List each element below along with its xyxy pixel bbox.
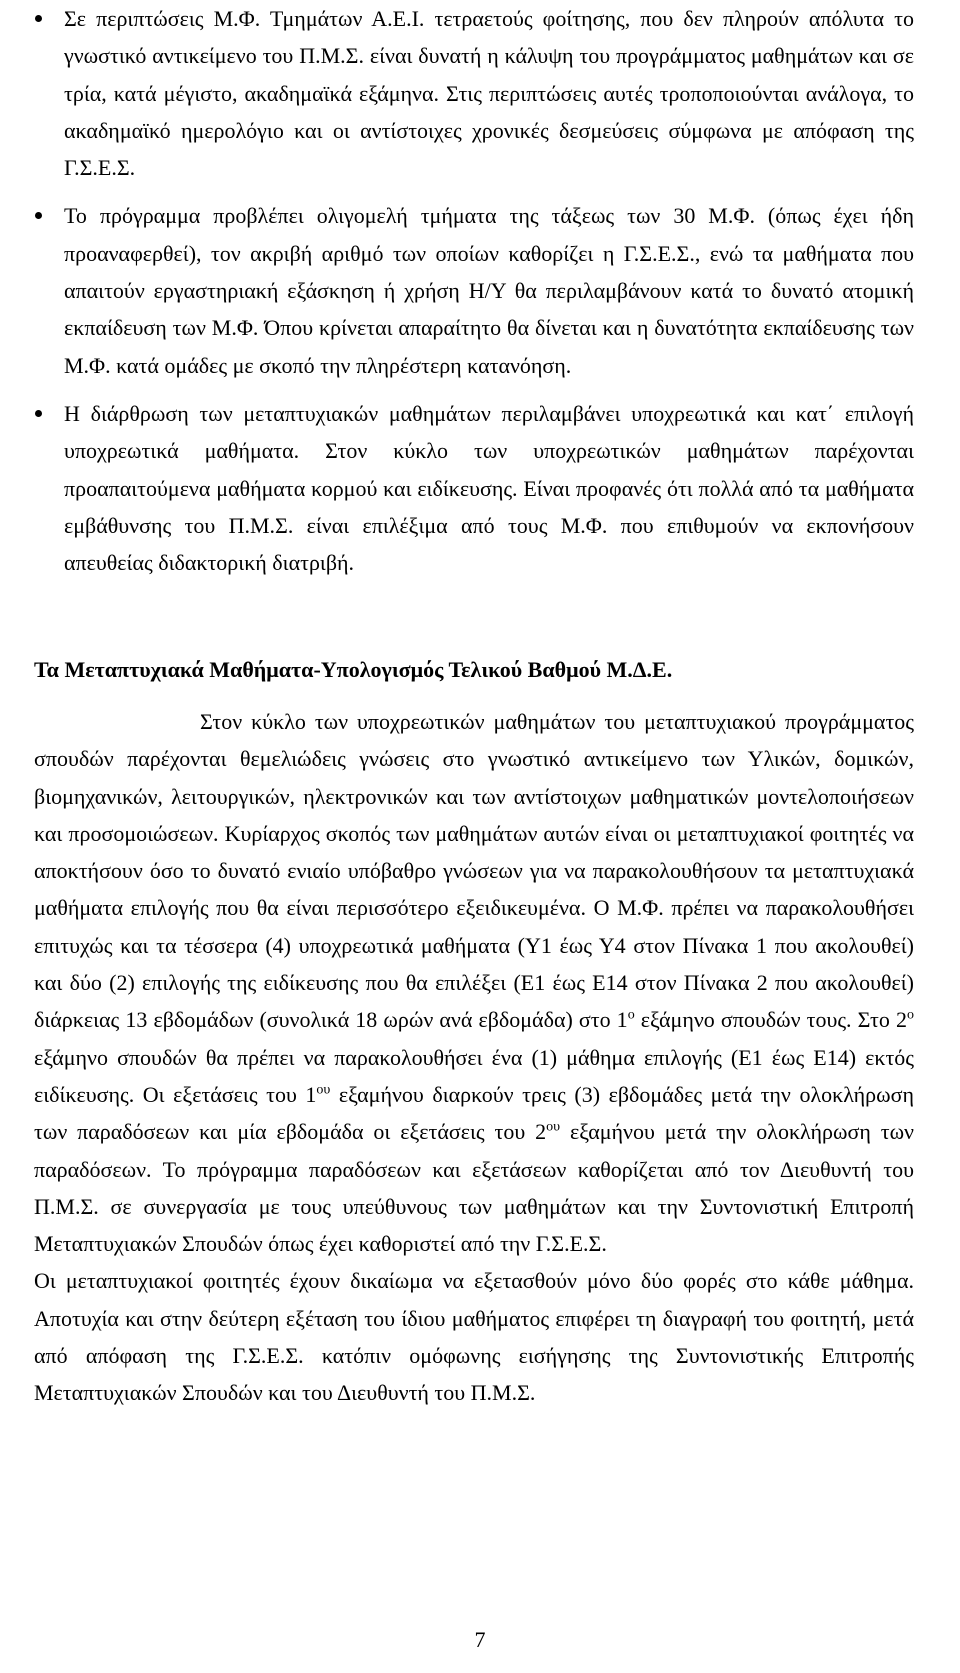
superscript: ο	[907, 1008, 914, 1024]
bullet-icon	[35, 410, 42, 417]
bullet-item	[34, 395, 914, 581]
superscript: ο	[627, 1008, 635, 1024]
bullet-list	[34, 0, 914, 581]
bullet-text: Το πρόγραμμα προβλέπει ολιγομελή τμήματα της τάξεως των 30 Μ.Φ. (όπως έχει ήδη προαναφερθεί), τον ακριβή αριθμό των οποίων καθορίζει η Γ.Σ.Ε.Σ., ενώ τα μαθήματα που απαιτούν εργαστηριακή εξάσκηση ή χρήση Η/Υ θα περιλαμβάνουν κατά το δυνατό ατομική εκπαίδευση των Μ.Φ. Όπου κρίνεται απαραίτητο θα δίνεται και η δυνατότητα εκπαίδευσης των Μ.Φ. κατά ομάδες με σκοπό την πληρέστερη κατανόηση.	[64, 203, 914, 378]
bullet-item	[34, 197, 914, 383]
section-heading: Τα Μεταπτυχιακά Μαθήματα-Υπολογισμός Τελικού Βαθμού Μ.Δ.Ε.	[34, 657, 673, 682]
bullet-icon	[35, 212, 42, 219]
document-page	[34, 0, 914, 1406]
page-number: 7	[474, 1627, 486, 1652]
bullet-icon	[35, 15, 42, 22]
bullet-item	[34, 0, 914, 186]
superscript: ου	[546, 1119, 561, 1135]
paragraph-exams: Οι μεταπτυχιακοί φοιτητές έχουν δικαίωμα να εξετασθούν μόνο δύο φορές στο κάθε μάθημα. Αποτυχία και στην δεύτερη εξέταση του ίδιου μαθήματος επιφέρει τη διαγραφή του φοιτητή, μετά από απόφαση της Γ.Σ.Ε.Σ. κατόπιν ομόφωνης εισήγησης της Συντονιστικής Επιτροπής Μεταπτυχιακών Σπουδών και του Διευθυντή του Π.Μ.Σ.	[34, 1268, 914, 1406]
paragraph-courses: Στον κύκλο των υποχρεωτικών μαθημάτων του μεταπτυχιακού προγράμματος σπουδών παρέχονται θεμελιώδεις γνώσεις στο γνωστικό αντικείμενο των Υλικών, δομικών, βιομηχανικών, λειτουργικών, ηλεκτρονικών και των αντίστοιχων μαθηματικών μοντελοποιήσεων και προσομοιώσεων. Κυρίαρχος σκοπός των μαθημάτων αυτών είναι οι μεταπτυχιακοί φοιτητές να αποκτήσουν όσο το δυνατό ενιαίο υπόβαθρο γνώσεων για να παρακολουθήσουν τα μεταπτυχιακά μαθήματα επιλογής που θα είναι περισσότερο εξειδικευμένα. Ο Μ.Φ. πρέπει να παρακολουθήσει επιτυχώς και τα τέσσερα (4) υποχρεωτικά μαθήματα (Υ1 έως Υ4 στον Πίνακα 1 που ακολουθεί) και δύο (2) επιλογής της ειδίκευσης που θα επιλέξει (Ε1 έως Ε14 στον Πίνακα 2 που ακολουθεί) διάρκειας 13 εβδομάδων (συνολικά 18 ωρών ανά εβδομάδα) στο $1^o$ εξάμηνο σπουδών τους. Στο $2^o$ εξάμηνο σπουδών θα πρέπει να παρακολουθήσει ένα (1) μάθημα επιλογής (Ε1 έως Ε14) εκτός ειδίκευσης. Οι εξετάσεις του $1^{o\upsilon}$ εξαμήνου διαρκούν τρεις (3) εβδομάδες μετά την ολοκλήρωση των παραδόσεων και μία εβδομάδα οι εξετάσεις του $2^{o\upsilon}$ εξαμήνου μετά την ολοκλήρωση των παραδόσεων. Το πρόγραμμα παραδόσεων και εξετάσεων καθορίζεται από τον Διευθυντή του Π.Μ.Σ. σε συνεργασία με τους υπεύθυνους των μαθημάτων και την Συντονιστική Επιτροπή Μεταπτυχιακών Σπουδών όπως έχει καθοριστεί από την Γ.Σ.Ε.Σ.	[34, 709, 914, 1257]
bullet-text: Η διάρθρωση των μεταπτυχιακών μαθημάτων περιλαμβάνει υποχρεωτικά και κατ΄ επιλογή υποχρεωτικά μαθήματα. Στον κύκλο των υποχρεωτικών μαθημάτων παρέχονται προαπαιτούμενα μαθήματα κορμού και ειδίκευσης. Είναι προφανές ότι πολλά από τα μαθήματα εμβάθυνσης του Π.Μ.Σ. είναι επιλέξιμα από τους Μ.Φ. που επιθυμούν να εκπονήσουν απευθείας διδακτορική διατριβή.	[64, 400, 914, 576]
body-text	[34, 703, 914, 1412]
bullet-text: Σε περιπτώσεις Μ.Φ. Τμημάτων Α.Ε.Ι. τετραετούς φοίτησης, που δεν πληρούν απόλυτα το γνωστικό αντικείμενο του Π.Μ.Σ. είναι δυνατή η κάλυψη του προγράμματος μαθημάτων και σε τρία, κατά μέγιστο, ακαδημαϊκά εξάμηνα. Στις περιπτώσεις αυτές τροποποιούνται ανάλογα, το ακαδημαϊκό ημερολόγιο και οι αντίστοιχες χρονικές δεσμεύσεις σύμφωνα με απόφαση της Γ.Σ.Ε.Σ.	[64, 6, 914, 181]
superscript: ου	[316, 1082, 331, 1098]
